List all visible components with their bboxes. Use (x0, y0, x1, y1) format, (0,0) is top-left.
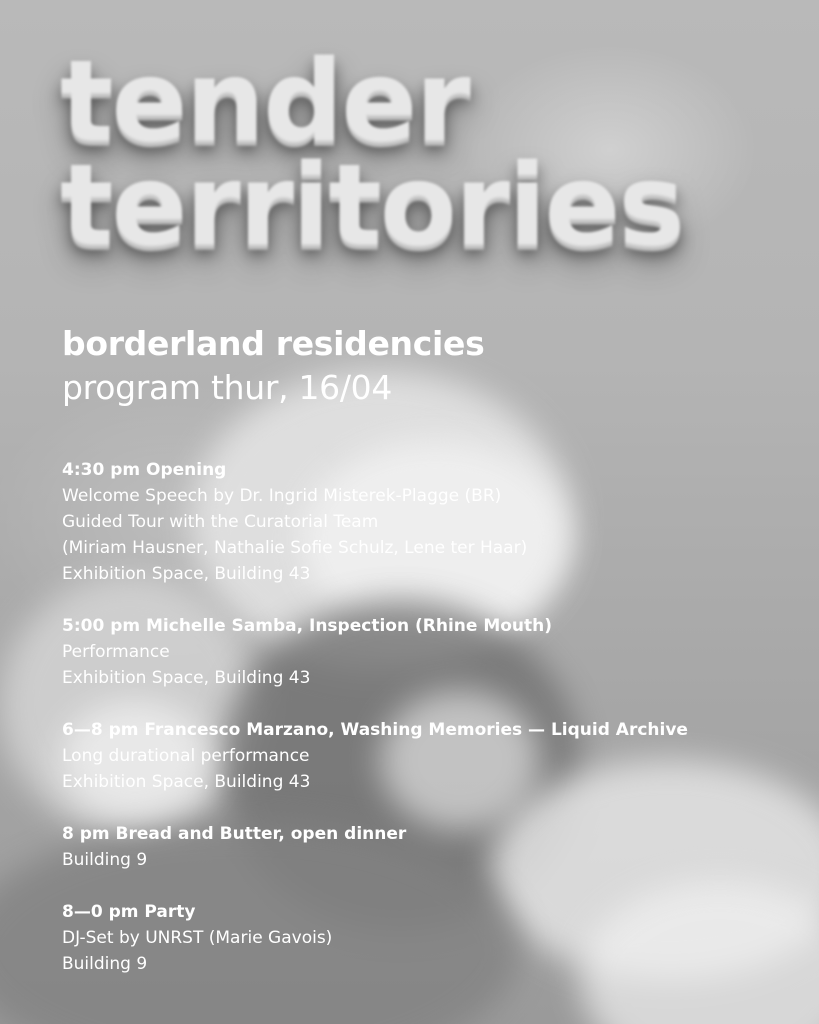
program-item-title: 8—0 pm Party (62, 902, 196, 922)
program-item (62, 613, 802, 691)
program-item (62, 717, 802, 795)
program-item (62, 899, 802, 977)
program-item-location: Exhibition Space, Building 43 (62, 668, 311, 688)
program-item-detail: DJ-Set by UNRST (Marie Gavois) (62, 928, 333, 948)
program-item-title: 8 pm Bread and Butter, open dinner (62, 824, 407, 844)
program-item-detail: Performance (62, 642, 170, 662)
poster-title (60, 37, 780, 271)
program-item-detail: (Miriam Hausner, Nathalie Sofie Schulz, Lene ter Haar) (62, 538, 528, 558)
program-item (62, 457, 802, 587)
program-date: program thur, 16/04 (62, 368, 393, 407)
program-item-title: 5:00 pm Michelle Samba, Inspection (Rhine Mouth) (62, 616, 553, 636)
event-series-name: borderland residencies (62, 324, 485, 363)
program-item-location: Building 9 (62, 954, 148, 974)
program-item-detail: Guided Tour with the Curatorial Team (62, 512, 379, 532)
program-item-location: Building 9 (62, 850, 148, 870)
program-item-location: Exhibition Space, Building 43 (62, 564, 311, 584)
program-item-detail: Welcome Speech by Dr. Ingrid Misterek-Plagge (BR) (62, 486, 502, 506)
title-line-2: territories (60, 141, 684, 271)
title-line-1: tender (60, 37, 469, 167)
program-heading (62, 322, 484, 410)
program-item-detail: Long durational performance (62, 746, 310, 766)
program-item (62, 821, 802, 873)
program-list (62, 457, 802, 1003)
program-item-location: Exhibition Space, Building 43 (62, 772, 311, 792)
program-item-title: 4:30 pm Opening (62, 460, 227, 480)
program-item-title: 6—8 pm Francesco Marzano, Washing Memories — Liquid Archive (62, 720, 688, 740)
